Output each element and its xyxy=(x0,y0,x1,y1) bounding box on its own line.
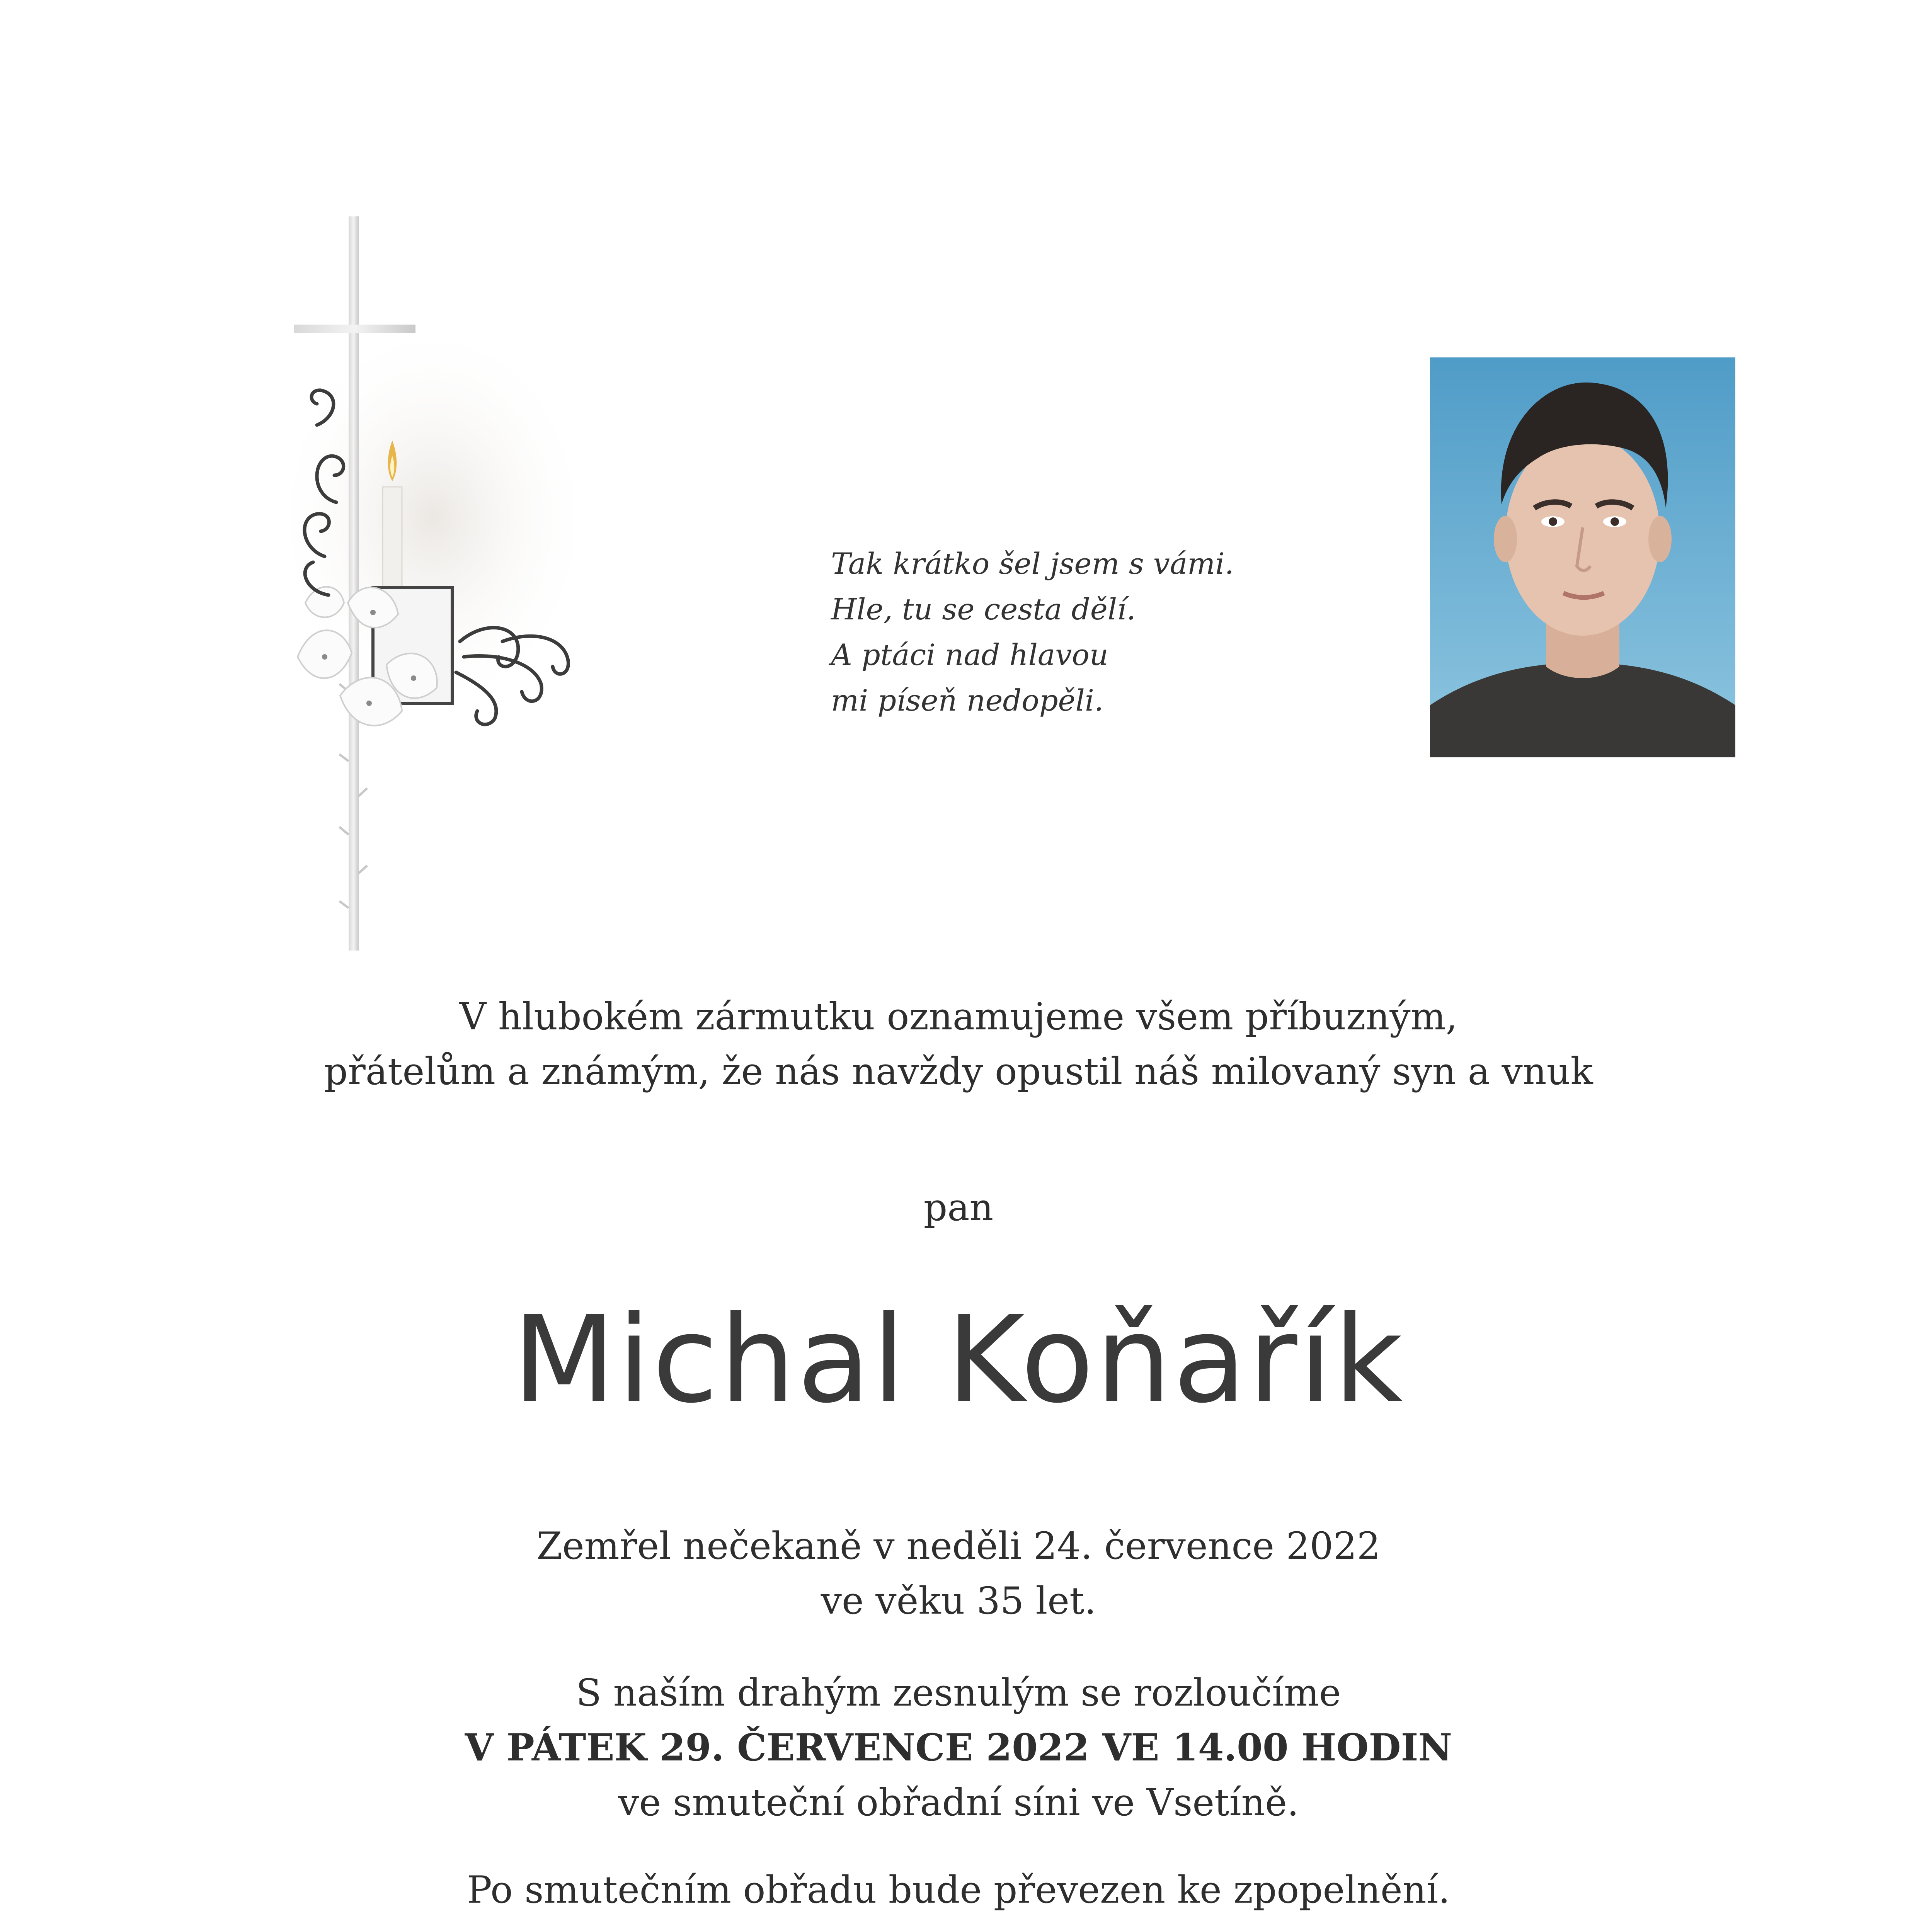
poem-line: Tak krátko šel jsem s vámi. xyxy=(831,546,1234,581)
cross-candle-lily-decoration xyxy=(271,209,618,1001)
poem-line: mi píseň nedopěli. xyxy=(831,683,1104,718)
farewell-date-time: V PÁTEK 29. ČERVENCE 2022 VE 14.00 HODIN xyxy=(465,1726,1452,1769)
farewell-place: ve smuteční obřadní síni ve Vsetíně. xyxy=(618,1781,1299,1824)
portrait-photo xyxy=(1430,357,1735,757)
farewell-details xyxy=(0,1665,1917,1830)
poem-line: Hle, tu se cesta dělí. xyxy=(831,592,1136,626)
deceased-name: Michal Koňařík xyxy=(512,1290,1405,1430)
memorial-poem xyxy=(831,541,1295,723)
death-line: Zemřel nečekaně v neděli 24. července 2022 xyxy=(536,1524,1381,1568)
farewell-line: S naším drahým zesnulým se rozloučíme xyxy=(576,1671,1341,1714)
intro-line: V hlubokém zármutku oznamujeme všem příbuzným, xyxy=(459,995,1458,1038)
death-line: ve věku 35 let. xyxy=(821,1579,1096,1622)
title-prefix: pan xyxy=(923,1186,994,1229)
poem-line: A ptáci nad hlavou xyxy=(831,638,1108,672)
cremation-note: Po smutečním obřadu bude převezen ke zpopelnění. xyxy=(467,1868,1450,1912)
announcement-intro xyxy=(0,989,1917,1099)
death-details xyxy=(0,1519,1917,1628)
intro-line: přátelům a známým, že nás navždy opustil náš milovaný syn a vnuk xyxy=(324,1050,1593,1093)
